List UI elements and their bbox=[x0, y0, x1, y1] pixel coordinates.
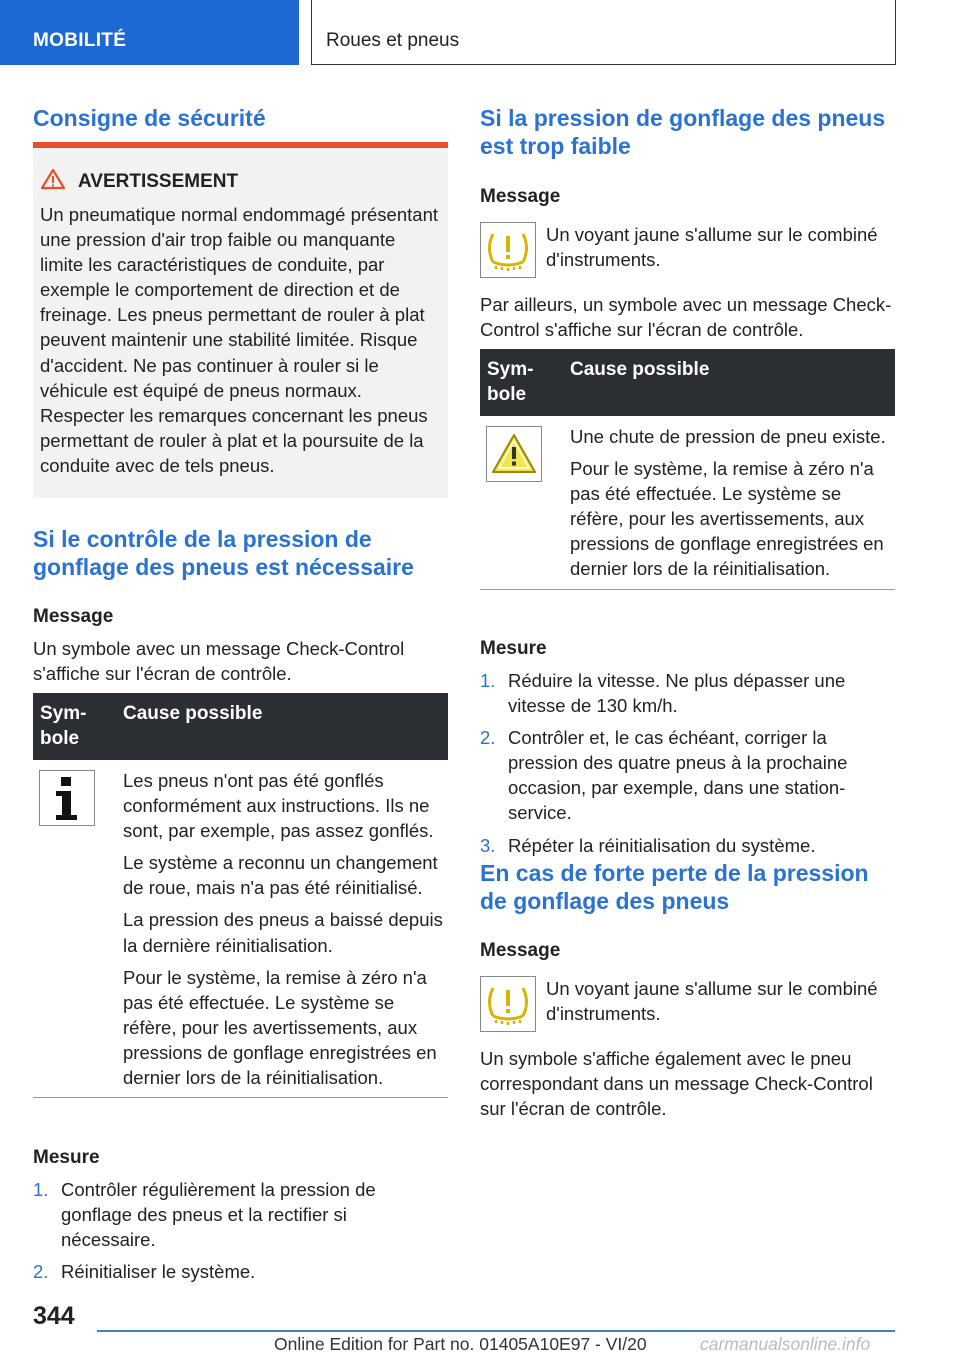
cause-table bbox=[480, 349, 895, 590]
chapter-title: Roues et pneus bbox=[311, 0, 896, 65]
cause-cell bbox=[570, 424, 895, 589]
table-header bbox=[480, 349, 895, 416]
message-text: Un symbole avec un message Check-Control s'affiche sur l'écran de contrôle. bbox=[33, 638, 405, 684]
edition-text: Online Edition for Part no. 01405A10E97 - VI/20 bbox=[274, 1334, 647, 1354]
list-item: 1. Réduire la vitesse. Ne plus dépasser une vitesse de 130 km/h. bbox=[480, 670, 846, 717]
watermark: carmanualsonline.info bbox=[700, 1334, 871, 1354]
list-item: 3. Répéter la réinitialisation du système. bbox=[480, 834, 816, 856]
lamp-text: Un voyant jaune s'allume sur le combiné d'instruments. bbox=[546, 978, 878, 1025]
page-number: 344 bbox=[33, 1302, 75, 1330]
table-header bbox=[33, 693, 448, 760]
col-symbol-header: Sym- bole bbox=[487, 359, 534, 405]
cause-item: Le système a reconnu un changement de roue, mais n'a pas été réinitialisé. bbox=[123, 852, 438, 899]
measure-label: Mesure bbox=[480, 638, 547, 659]
cause-item: Pour le système, la remise à zéro n'a pas été effectuée. Le système se réfère, pour les avertissements, aux pressions de gonflage enregistrées en dernier lors de la réinitialisation. bbox=[123, 966, 437, 1089]
cause-table bbox=[33, 693, 448, 1098]
measure-steps bbox=[480, 668, 885, 865]
list-item: 2. Contrôler et, le cas échéant, corriger la pression des quatre pneus à la prochaine occasion, par exemple, dans une station-service. bbox=[480, 727, 848, 824]
warning-box bbox=[33, 142, 448, 498]
message-label: Message bbox=[33, 606, 114, 627]
cause-item: Les pneus n'ont pas été gonflés conformément aux instructions. Ils ne sont, par exemple, pas assez gonflés. bbox=[123, 770, 434, 842]
measure-label: Mesure bbox=[33, 1147, 100, 1168]
info-icon bbox=[39, 770, 95, 826]
message-label: Message bbox=[480, 186, 561, 207]
cause-item: Pour le système, la remise à zéro n'a pas été effectuée. Le système se réfère, pour les avertissements, aux pressions de gonflage enregistrées en dernier lors de la réinitialisation. bbox=[570, 458, 884, 580]
final-text: Un symbole s'affiche également avec le pneu correspondant dans un message Check-Control sur l'écran de contrôle. bbox=[480, 1048, 873, 1119]
list-item: 1. Contrôler régulièrement la pression de gonflage des pneus et la rectifier si nécessaire. bbox=[33, 1179, 376, 1251]
section-tab: MOBILITÉ bbox=[0, 0, 299, 65]
heading-low-pressure: Si la pression de gonflage des pneus est trop faible bbox=[480, 105, 886, 159]
cause-item: La pression des pneus a baissé depuis la dernière réinitialisation. bbox=[123, 909, 443, 956]
lamp-line bbox=[480, 976, 896, 1032]
warning-triangle-icon bbox=[486, 426, 542, 482]
col-cause-header: Cause possible bbox=[570, 359, 710, 380]
table-row bbox=[33, 760, 448, 1098]
cause-item: Une chute de pression de pneu existe. bbox=[570, 426, 886, 447]
cause-cell bbox=[123, 768, 448, 1097]
lamp-text: Un voyant jaune s'allume sur le combiné d'instruments. bbox=[546, 224, 878, 271]
symbol-cell bbox=[480, 424, 570, 589]
message-label: Message bbox=[480, 940, 561, 961]
list-item: 2. Réinitialiser le système. bbox=[33, 1261, 256, 1283]
measure-steps bbox=[33, 1177, 438, 1291]
warning-triangle-icon bbox=[40, 168, 66, 196]
heading-safety: Consigne de sécurité bbox=[33, 105, 266, 131]
tire-pressure-warning-icon bbox=[480, 222, 536, 278]
warning-body: Un pneumatique normal endommagé présentant une pression d'air trop faible ou manquante limite les caractéristiques de conduite, par exemple le comportement de direction et de freinage. Les pneus permettant de rouler à plat peuvent maintenir une stabilité limitée. Risque d'accident. Ne pas continuer à rouler si le véhicule est équipé de pneus normaux. Respecter les remarques concernant les pneus permettant de rouler à plat et la poursuite de la conduite avec de tels pneus. bbox=[40, 204, 438, 476]
warning-title bbox=[40, 168, 440, 196]
lamp-line bbox=[480, 222, 896, 278]
tire-pressure-warning-icon bbox=[480, 976, 536, 1032]
footer-divider bbox=[97, 1330, 895, 1332]
also-text: Par ailleurs, un symbole avec un message Check-Control s'affiche sur l'écran de contrôle. bbox=[480, 294, 892, 340]
warning-title-text: AVERTISSEMENT bbox=[78, 171, 239, 192]
col-symbol-header: Sym- bole bbox=[40, 703, 87, 749]
col-cause-header: Cause possible bbox=[123, 703, 263, 724]
heading-heavy-loss: En cas de forte perte de la pression de gonflage des pneus bbox=[480, 860, 869, 914]
table-row bbox=[480, 416, 895, 590]
heading-check-needed: Si le contrôle de la pression de gonflage des pneus est nécessaire bbox=[33, 526, 414, 580]
symbol-cell bbox=[33, 768, 123, 1097]
